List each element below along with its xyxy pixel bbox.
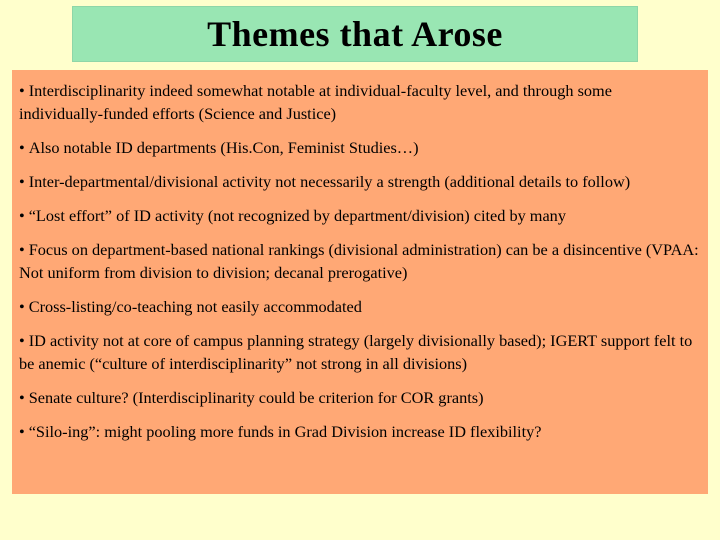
content-panel	[12, 70, 708, 494]
bullet-item	[19, 420, 700, 443]
bullet-mark: •	[19, 240, 25, 259]
bullet-mark: •	[19, 388, 25, 407]
bullet-text: Inter-departmental/divisional activity not necessarily a strength (additional details to follow)	[28, 172, 631, 191]
bullet-text: Senate culture? (Interdisciplinarity could be criterion for COR grants)	[28, 388, 484, 407]
title-banner	[72, 6, 638, 62]
bullet-mark: •	[19, 138, 25, 157]
bullet-text: “Lost effort” of ID activity (not recognized by department/division) cited by many	[28, 206, 566, 225]
bullet-mark: •	[19, 297, 25, 316]
bullet-mark: •	[19, 172, 25, 191]
bullet-list	[19, 79, 700, 443]
bullet-mark: •	[19, 206, 25, 225]
bullet-text: ID activity not at core of campus planning strategy (largely divisionally based); IGERT support felt to be anemic (“culture of interdisciplinarity” not strong in all divisions)	[19, 331, 693, 373]
bullet-text: Cross-listing/co-teaching not easily accommodated	[28, 297, 362, 316]
bullet-item	[19, 170, 700, 193]
bullet-item	[19, 295, 700, 318]
bullet-text: Interdisciplinarity indeed somewhat notable at individual-faculty level, and through some individually-funded efforts (Science and Justice)	[19, 81, 612, 123]
bullet-item	[19, 136, 700, 159]
bullet-item	[19, 204, 700, 227]
bullet-item	[19, 79, 700, 125]
bullet-item	[19, 386, 700, 409]
bullet-text: Focus on department-based national rankings (divisional administration) can be a disincentive (VPAA: Not uniform from division to division; decanal prerogative)	[19, 240, 699, 282]
bullet-text: “Silo-ing”: might pooling more funds in Grad Division increase ID flexibility?	[28, 422, 542, 441]
bullet-mark: •	[19, 81, 25, 100]
bullet-text: Also notable ID departments (His.Con, Feminist Studies…)	[28, 138, 419, 157]
bullet-item	[19, 329, 700, 375]
slide-title: Themes that Arose	[207, 14, 503, 54]
bullet-item	[19, 238, 700, 284]
bullet-mark: •	[19, 331, 25, 350]
bullet-mark: •	[19, 422, 25, 441]
